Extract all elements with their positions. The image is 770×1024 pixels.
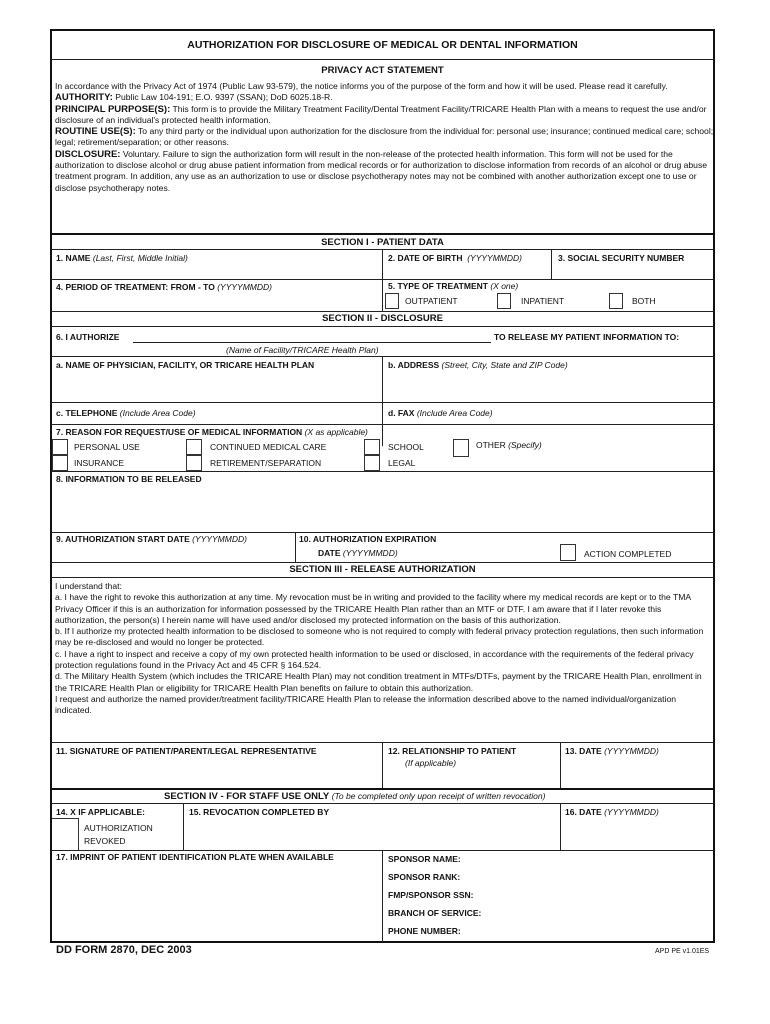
sponsor-rank-field[interactable] xyxy=(476,871,712,885)
section4-heading: SECTION IV - FOR STAFF USE ONLY (To be completed only upon receipt of written revocation) xyxy=(164,791,546,802)
physician-label: a. NAME OF PHYSICIAN, FACILITY, OR TRICARE HEALTH PLAN xyxy=(56,360,315,370)
phone-label: PHONE NUMBER: xyxy=(388,926,461,936)
understand-text: I understand that: xyxy=(55,581,122,591)
facility-hint: (Name of Facility/TRICARE Health Plan) xyxy=(226,345,379,355)
signature-date-label: 13. DATE (YYYYMMDD) xyxy=(565,746,659,756)
purposes-label: PRINCIPAL PURPOSE(S): xyxy=(55,103,171,115)
start-date-label: 9. AUTHORIZATION START DATE (YYYYMMDD) xyxy=(56,534,247,544)
disclosure-text: Voluntary. Failure to sign the authorization form will result in the non-release of the protected health information. This form will not be used for the authorization to disclose alcohol or drug abuse patient information from medical records or for authorization to disclose information from records of an alcohol or drug abuse treatment program. In addition, any use as an authorization to use or disclose psychotherapy notes may not be combined with another authorization except one to use or disclose psychotherapy notes. xyxy=(55,148,708,193)
school-checkbox[interactable] xyxy=(364,439,380,455)
authority-text: Public Law 104-191; E.O. 9397 (SSAN); DoD 6025.18-R. xyxy=(115,92,333,103)
other-label: OTHER (Specify) xyxy=(476,440,542,450)
both-checkbox[interactable] xyxy=(609,293,623,309)
info-label: 8. INFORMATION TO BE RELEASED xyxy=(56,474,202,484)
name-divider xyxy=(382,249,383,279)
section3-heading: SECTION III - RELEASE AUTHORIZATION xyxy=(289,564,476,575)
revoked-label-line2: REVOKED xyxy=(84,836,126,846)
revocation-label: 15. REVOCATION COMPLETED BY xyxy=(189,807,330,817)
school-label: SCHOOL xyxy=(388,442,424,452)
row2-rule xyxy=(51,311,714,312)
info-rule xyxy=(51,532,714,533)
name-label: 1. NAME (Last, First, Middle Initial) xyxy=(56,253,188,263)
privacy-intro: In accordance with the Privacy Act of 1974 (Public Law 93-579), the notice informs you of the purpose of the form and how it will be used. Please read it carefully. xyxy=(55,81,668,91)
ssn-field[interactable] xyxy=(553,265,713,278)
dates-rule xyxy=(51,562,714,563)
both-label: BOTH xyxy=(632,296,656,306)
form-title: AUTHORIZATION FOR DISCLOSURE OF MEDICAL OR DENTAL INFORMATION xyxy=(187,39,578,51)
insurance-checkbox[interactable] xyxy=(52,455,68,471)
branch-field[interactable] xyxy=(496,907,712,921)
section1-heading: SECTION I - PATIENT DATA xyxy=(321,237,444,248)
authorize-label: 6. I AUTHORIZE xyxy=(56,332,120,342)
expiration-label: 10. AUTHORIZATION EXPIRATION xyxy=(299,534,437,544)
section1-top-rule xyxy=(51,233,714,235)
action-completed-checkbox[interactable] xyxy=(560,544,576,561)
branch-label: BRANCH OF SERVICE: xyxy=(388,908,482,918)
ssn-label: 3. SOCIAL SECURITY NUMBER xyxy=(558,253,685,263)
retirement-label: RETIREMENT/SEPARATION xyxy=(210,458,322,468)
term-a: a. I have the right to revoke this authorization at any time. My revocation must be in writing and provided to the facility where my medical records are kept or to the TMA Privacy Officer if this is an authorization for information possessed by the TRICARE Health Plan rather than an MTF or DTF. I am aware that if I later revoke this authorization, the person(s) I herein name will have used and/or disclosed my protected information on the basis of this authorization. xyxy=(55,592,691,625)
legal-label: LEGAL xyxy=(388,458,416,468)
other-checkbox[interactable] xyxy=(453,439,469,457)
routine-text: To any third party or the individual upon authorization for the disclosure from the individual for: personal use; insurance; continued medical care; school; legal; retirement/separation; or other reasons. xyxy=(55,126,714,148)
purposes-text: This form is to provide the Military Treatment Facility/Dental Treatment Facility/TRICARE Health Plan with a means to request the use and/or disclosure of an individual's protected health information. xyxy=(55,103,707,125)
section2-heading: SECTION II - DISCLOSURE xyxy=(322,313,443,324)
start-date-divider xyxy=(295,532,296,562)
disclosure-label: DISCLOSURE: xyxy=(55,148,121,160)
signature-date-field[interactable] xyxy=(562,760,713,786)
sponsor-rank-label: SPONSOR RANK: xyxy=(388,872,461,882)
section2-heading-rule xyxy=(51,326,714,327)
dob-divider xyxy=(551,249,552,279)
address-rule xyxy=(51,402,714,403)
dob-field[interactable] xyxy=(384,265,548,278)
privacy-heading: PRIVACY ACT STATEMENT xyxy=(321,65,444,76)
title-divider xyxy=(51,59,714,60)
authorize-facility-field[interactable] xyxy=(133,331,491,343)
revocation-field[interactable] xyxy=(185,819,557,848)
relationship-hint: (If applicable) xyxy=(405,758,457,768)
imprint-divider xyxy=(382,850,383,942)
signature-field[interactable] xyxy=(52,760,380,786)
telephone-label: c. TELEPHONE (Include Area Code) xyxy=(56,408,196,418)
sponsor-ssn-field[interactable] xyxy=(490,889,712,903)
reason-label: 7. REASON FOR REQUEST/USE OF MEDICAL INFORMATION (X as applicable) xyxy=(56,427,368,437)
release-label: TO RELEASE MY PATIENT INFORMATION TO: xyxy=(494,332,680,342)
period-label: 4. PERIOD OF TREATMENT: FROM - TO (YYYYMMDD) xyxy=(56,282,272,292)
continued-care-checkbox[interactable] xyxy=(186,439,202,455)
outpatient-label: OUTPATIENT xyxy=(405,296,458,306)
signature-divider xyxy=(382,742,383,788)
legal-checkbox[interactable] xyxy=(364,455,380,471)
personal-use-label: PERSONAL USE xyxy=(74,442,140,452)
term-d: d. The Military Health System (which includes the TRICARE Health Plan) may not condition treatment in MTFs/DTFs, payment by the TRICARE Health Plan, enrollment in the TRICARE Health Plan or eligibility for TRICARE Health Plan benefits on failure to obtain this authorization. xyxy=(55,671,702,693)
relationship-label: 12. RELATIONSHIP TO PATIENT xyxy=(388,746,517,756)
period-field[interactable] xyxy=(52,294,380,309)
term-c: c. I have a right to inspect and receive a copy of my own protected health information to be used or disclosed, in accordance with the requirements of the federal privacy protection regulations found in the Privacy Act and 45 CFR § 164.524. xyxy=(55,648,694,671)
section3-heading-rule xyxy=(51,577,714,578)
inpatient-label: INPATIENT xyxy=(521,296,565,306)
authority-label: AUTHORITY: xyxy=(55,92,113,104)
signature-label: 11. SIGNATURE OF PATIENT/PARENT/LEGAL REPRESENTATIVE xyxy=(56,746,317,756)
telephone-rule xyxy=(51,424,714,425)
address-field[interactable] xyxy=(384,372,712,400)
revoked-label-line1: AUTHORIZATION xyxy=(84,823,153,833)
fax-label: d. FAX (Include Area Code) xyxy=(388,408,493,418)
form-version: APD PE v1.01ES xyxy=(655,948,710,955)
x-applicable-label: 14. X IF APPLICABLE: xyxy=(56,807,145,817)
x-applicable-divider xyxy=(183,803,184,850)
imprint-area[interactable] xyxy=(52,866,380,940)
release-terms xyxy=(55,581,715,717)
imprint-label: 17. IMPRINT OF PATIENT IDENTIFICATION PLATE WHEN AVAILABLE xyxy=(56,852,334,862)
name-field[interactable] xyxy=(52,265,380,278)
term-b: b. If I authorize my protected health information to be disclosed to someone who is not required to comply with federal privacy protection regulations, then such information may be re-disclosed and would no longer be protected. xyxy=(55,626,704,648)
address-label: b. ADDRESS (Street, City, State and ZIP Code) xyxy=(388,360,568,370)
personal-use-checkbox[interactable] xyxy=(52,439,68,455)
sponsor-name-field[interactable] xyxy=(476,853,712,867)
info-field[interactable] xyxy=(52,487,712,530)
type-label: 5. TYPE OF TREATMENT (X one) xyxy=(388,281,519,291)
relationship-field[interactable] xyxy=(384,771,558,786)
section4-heading-rule xyxy=(51,803,714,804)
privacy-statement xyxy=(55,81,715,194)
continued-care-label: CONTINUED MEDICAL CARE xyxy=(210,442,327,452)
physician-field[interactable] xyxy=(52,372,380,400)
inpatient-checkbox[interactable] xyxy=(497,293,511,309)
sponsor-name-label: SPONSOR NAME: xyxy=(388,854,461,864)
action-completed-label: ACTION COMPLETED xyxy=(584,549,672,559)
revocation-divider xyxy=(560,803,561,850)
request-text: I request and authorize the named provider/treatment facility/TRICARE Health Plan to release the information described above to the named individual/organization indicated. xyxy=(55,693,677,716)
revoked-checkbox[interactable] xyxy=(52,818,79,850)
retirement-checkbox[interactable] xyxy=(186,455,202,471)
start-date-field[interactable] xyxy=(52,546,292,560)
expiration-date-field[interactable] xyxy=(412,546,557,560)
revocation-date-field[interactable] xyxy=(562,819,713,848)
expiration-date-label: DATE (YYYYMMDD) xyxy=(318,548,398,558)
period-divider xyxy=(382,279,383,311)
section4-top-rule xyxy=(51,788,714,790)
sponsor-ssn-label: FMP/SPONSOR SSN: xyxy=(388,890,474,900)
revocation-date-label: 16. DATE (YYYYMMDD) xyxy=(565,807,659,817)
physician-divider xyxy=(382,356,383,446)
dob-label: 2. DATE OF BIRTH (YYYYMMDD) xyxy=(388,253,522,263)
reason-rule xyxy=(51,471,714,472)
relationship-divider xyxy=(560,742,561,788)
routine-label: ROUTINE USE(S): xyxy=(55,126,136,138)
insurance-label: INSURANCE xyxy=(74,458,125,468)
outpatient-checkbox[interactable] xyxy=(385,293,399,309)
form-id: DD FORM 2870, DEC 2003 xyxy=(56,944,192,956)
phone-field[interactable] xyxy=(472,925,712,939)
